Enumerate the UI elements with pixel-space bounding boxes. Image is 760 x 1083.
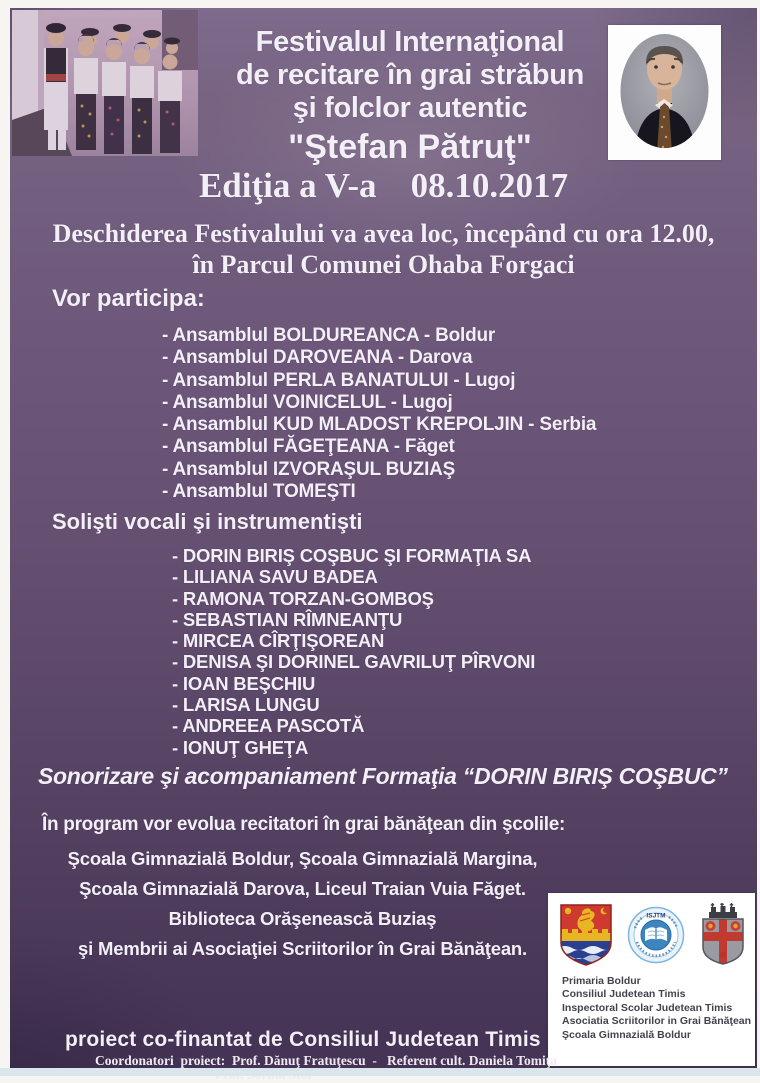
soloist-item: - IOAN BEŞCHIU	[172, 672, 316, 694]
soloist-item: - RAMONA TORZAN-GOMBOŞ	[172, 587, 434, 609]
funding-line: proiect co-finantat de Consiliul Judetean Timis	[65, 1028, 541, 1051]
participants-list	[162, 325, 596, 503]
sponsor-logos	[558, 902, 748, 968]
soloists-list	[172, 545, 535, 758]
sponsor-text-lines	[562, 975, 751, 1042]
opening-line-1: Deschiderea Festivalului va avea loc, începând cu ora 12.00,	[52, 219, 715, 248]
scan-bottom-strip	[0, 1068, 760, 1076]
festival-title-line-3: şi folclor autentic	[292, 92, 528, 124]
festival-title-name: "Ştefan Pătruţ"	[288, 128, 532, 166]
edition-date: 08.10.2017	[410, 166, 569, 205]
participant-item: - Ansamblul TOMEŞTI	[162, 481, 356, 503]
soloist-item: - LILIANA SAVU BADEA	[172, 566, 378, 588]
soloist-item: - MIRCEA CÎRŢIŞOREAN	[172, 630, 385, 652]
sponsor-line: Inspectoral Scolar Judetean Timis	[562, 1001, 733, 1014]
opening-announcement	[10, 218, 757, 280]
coordinators-line: Coordonatori proiect: Prof. Dănuţ Fratuţescu - Referent cult. Daniela Tomiţa	[95, 1053, 557, 1068]
edition-label: Ediţia a V-a	[198, 166, 377, 205]
program-line: Biblioteca Orăşenească Buziaş	[168, 908, 437, 929]
edition-line	[10, 166, 757, 206]
portrait-photo	[608, 25, 721, 160]
poster-background	[10, 8, 757, 1068]
soloist-item: - DORIN BIRIŞ COŞBUC ŞI FORMAŢIA SA	[172, 545, 532, 566]
program-intro: În program vor evolua recitatori în grai bănăţean din şcolile:	[42, 814, 566, 835]
soloist-item: - ANDREEA PASCOTĂ	[172, 715, 365, 737]
participants-heading: Vor participa:	[52, 285, 205, 312]
sponsor-box	[548, 893, 755, 1066]
portrait-photo-image	[608, 25, 721, 160]
participant-item: - Ansamblul IZVORAŞUL BUZIAŞ	[162, 458, 456, 480]
participant-item: - Ansamblul VOINICELUL - Lugoj	[162, 391, 453, 413]
sponsor-line: Asociatia Scriitorilor in Grai Bănăţean	[562, 1015, 752, 1028]
participant-item: - Ansamblul FĂGEŢEANA - Făget	[162, 436, 455, 458]
program-line: Şcoala Gimnazială Boldur, Şcoala Gimnazială Margina,	[67, 848, 538, 869]
sound-credit-line: Sonorizare şi acompaniament Formaţia “DORIN BIRIŞ COŞBUC”	[38, 763, 728, 789]
festival-title-line-1: Festivalul Internaţional	[255, 26, 565, 58]
participant-item: - Ansamblul DAROVEANA - Darova	[162, 347, 473, 369]
festival-title	[215, 26, 605, 167]
festival-title-line-2: de recitare în grai străbun	[235, 59, 585, 91]
opening-line-2: în Parcul Comunei Ohaba Forgaci	[192, 250, 575, 279]
school-crest-logo	[698, 903, 748, 967]
participant-item: - Ansamblul KUD MLADOST KREPOLJIN - Serbia	[162, 414, 597, 436]
isjtm-logo	[627, 906, 685, 964]
soloists-heading: Solişti vocali şi instrumentişti	[52, 509, 363, 534]
soloist-item: - IONUŢ GHEŢA	[172, 736, 309, 758]
program-school-lines	[10, 844, 595, 964]
participant-item: - Ansamblul PERLA BANATULUI - Lugoj	[162, 369, 516, 391]
isjtm-ring-text: ISJTM	[646, 912, 666, 920]
sponsor-line: Consiliul Judetean Timis	[562, 988, 686, 1001]
participant-item: - Ansamblul BOLDUREANCA - Boldur	[162, 325, 496, 346]
program-line: şi Membrii ai Asociaţiei Scriitorilor în Grai Bănăţean.	[78, 938, 527, 959]
soloist-item: - SEBASTIAN RÎMNEANŢU	[172, 608, 403, 630]
program-line: Şcoala Gimnazială Darova, Liceul Traian Vuia Făget.	[79, 878, 526, 899]
timis-coat-of-arms-logo	[558, 903, 614, 967]
folk-group-photo	[12, 10, 198, 156]
folk-group-photo-image	[12, 10, 198, 156]
soloist-item: - LARISA LUNGU	[172, 694, 320, 716]
sponsor-line: Şcoala Gimnazială Boldur	[562, 1028, 691, 1041]
sponsor-line: Primaria Boldur	[562, 975, 641, 987]
soloist-item: - DENISA ŞI DORINEL GAVRILUŢ PÎRVONI	[172, 651, 536, 673]
